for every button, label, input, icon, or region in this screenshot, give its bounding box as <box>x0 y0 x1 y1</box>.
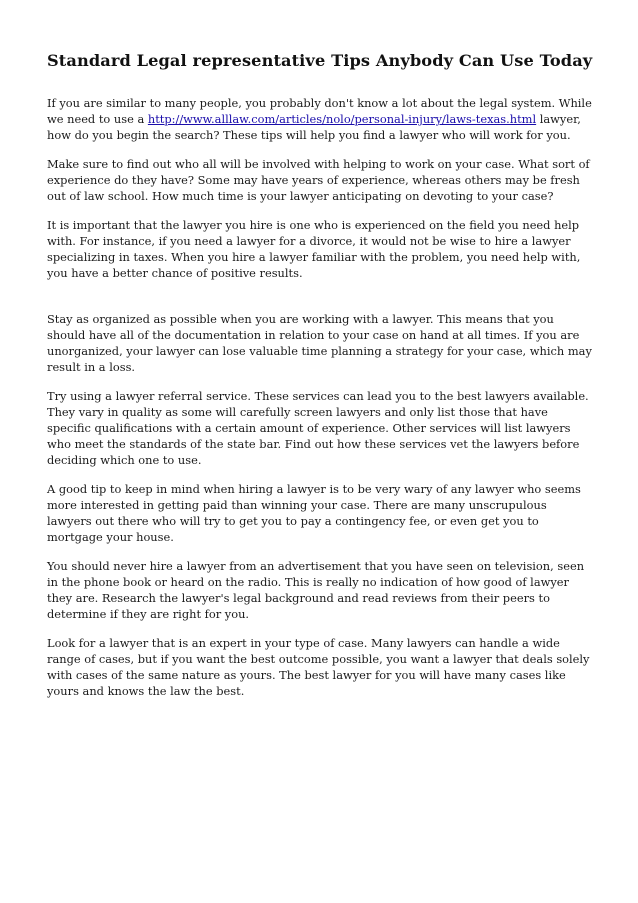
article-link[interactable]: http://www.alllaw.com/articles/nolo/personal-injury/laws-texas.html <box>147 112 537 126</box>
paragraph: Try using a lawyer referral service. These services can lead you to the best lawyers available. They vary in quality as some will carefully screen lawyers and only list those that have specific qualifications with a certain amount of experience. Other services will list lawyers who meet the standards of the state bar. Find out how these services vet the lawyers before deciding which one to use. <box>47 389 589 467</box>
paragraph-intro-text-before: If you are similar to many people, you probably don't know a lot about the legal system. While we need to use a <box>47 96 592 126</box>
paragraph: It is important that the lawyer you hire is one who is experienced on the field you need help with. For instance, if you need a lawyer for a divorce, it would not be wise to hire a lawyer specializing in taxes. When you hire a lawyer familiar with the problem, you need help with, you have a better chance of positive results. <box>47 218 581 280</box>
page-title: Standard Legal representative Tips Anybody Can Use Today <box>47 51 593 70</box>
paragraph: Make sure to find out who all will be involved with helping to work on your case. What sort of experience do they have? Some may have years of experience, whereas others may be fresh out of law school. How much time is your lawyer anticipating on devoting to your case? <box>47 157 590 203</box>
paragraph: A good tip to keep in mind when hiring a lawyer is to be very wary of any lawyer who seems more interested in getting paid than winning your case. There are many unscrupulous lawyers out there who will try to get you to pay a contingency fee, or even get you to mortgage your house. <box>47 482 581 544</box>
paragraph: Look for a lawyer that is an expert in your type of case. Many lawyers can handle a wide range of cases, but if you want the best outcome possible, you want a lawyer that deals solely with cases of the same nature as yours. The best lawyer for you will have many cases like yours and knows the law the best. <box>47 636 590 698</box>
paragraph: You should never hire a lawyer from an advertisement that you have seen on television, seen in the phone book or heard on the radio. This is really no indication of how good of lawyer they are. Research the lawyer's legal background and read reviews from their peers to determine if they are right for you. <box>47 559 585 621</box>
paragraph-intro <box>47 95 594 143</box>
paragraph-intro-text-after: lawyer, how do you begin the search? These tips will help you find a lawyer who will work for you. <box>47 112 581 142</box>
paragraph: Stay as organized as possible when you are working with a lawyer. This means that you should have all of the documentation in relation to your case on hand at all times. If you are unorganized, your lawyer can lose valuable time planning a strategy for your case, which may result in a loss. <box>47 312 592 374</box>
